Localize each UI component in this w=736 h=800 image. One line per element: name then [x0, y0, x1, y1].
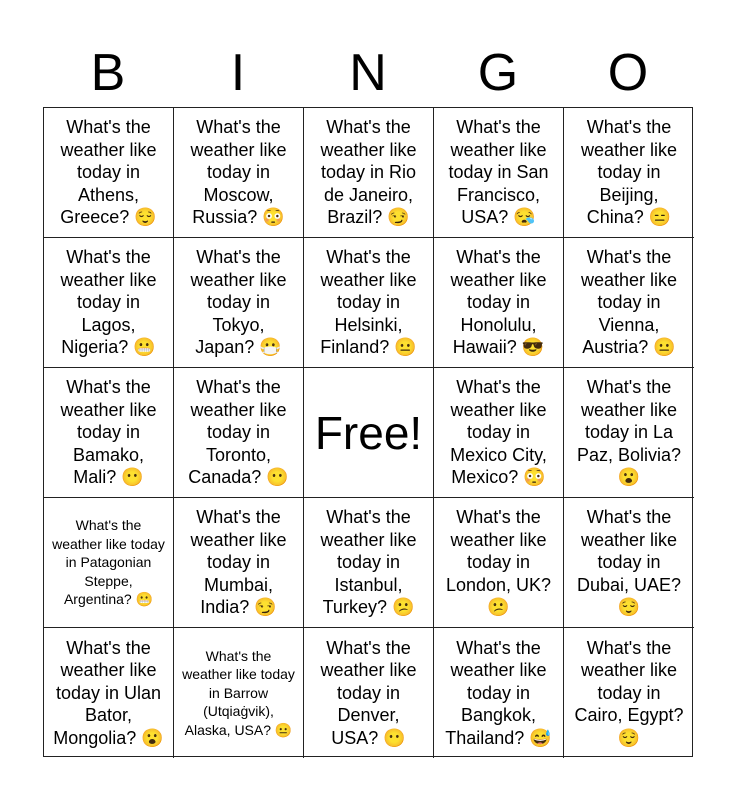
cell-text: What's the weather like today in Bamako, Mali? 😶 [60, 377, 157, 488]
bingo-cell-r1c2[interactable] [174, 108, 304, 238]
bingo-cell-r1c1[interactable] [44, 108, 174, 238]
bingo-board [43, 107, 693, 757]
bingo-cell-r2c2[interactable] [174, 238, 304, 368]
cell-text: What's the weather like today in Cairo, Egypt? 😌 [574, 637, 684, 748]
bingo-cell-r5c2[interactable] [174, 628, 304, 758]
bingo-cell-r2c1[interactable] [44, 238, 174, 368]
cell-text: What's the weather like today in Dubai, UAE? 😌 [576, 507, 682, 618]
free-space-label: Free! [314, 406, 423, 459]
bingo-cell-r2c5[interactable] [564, 238, 694, 368]
bingo-cell-r5c1[interactable] [44, 628, 174, 758]
bingo-cell-r5c5[interactable] [564, 628, 694, 758]
bingo-cell-r4c1[interactable] [44, 498, 174, 628]
cell-text: What's the weather like today in Mexico City, Mexico? 😳 [450, 377, 547, 488]
bingo-cell-r5c3[interactable] [304, 628, 434, 758]
cell-text: What's the weather like today in London, UK? 😕 [445, 507, 552, 618]
cell-text: What's the weather like today in Honolulu, Hawaii? 😎 [450, 247, 547, 358]
free-space-cell[interactable] [304, 368, 434, 498]
bingo-cell-r4c3[interactable] [304, 498, 434, 628]
bingo-cell-r3c1[interactable] [44, 368, 174, 498]
cell-text: What's the weather like today in Mumbai, India? 😏 [190, 507, 287, 618]
header-letter-g: G [477, 44, 519, 102]
header-letter-b: B [90, 44, 126, 102]
cell-text: What's the weather like today in Rio de Janeiro, Brazil? 😏 [320, 117, 417, 228]
cell-text: What's the weather like today in Tokyo, Japan? 😷 [190, 247, 287, 358]
cell-text: What's the weather like today in Istanbul, Turkey? 😕 [320, 507, 417, 618]
bingo-cell-r1c3[interactable] [304, 108, 434, 238]
bingo-cell-r2c4[interactable] [434, 238, 564, 368]
cell-text: What's the weather like today in Denver, USA? 😶 [320, 637, 417, 748]
cell-text: What's the weather like today in Toronto, Canada? 😶 [188, 377, 289, 488]
cell-text: What's the weather like today in Barrow (Utqiaġvik), Alaska, USA? 😐 [182, 647, 295, 738]
cell-text: What's the weather like today in Bangkok, Thailand? 😅 [445, 637, 552, 748]
cell-text: What's the weather like today in La Paz, Bolivia? 😮 [576, 377, 682, 488]
header-letter-o: O [607, 44, 649, 102]
cell-text: What's the weather like today in Beijing, China? 😑 [580, 117, 678, 228]
bingo-cell-r5c4[interactable] [434, 628, 564, 758]
header-letter-i: I [230, 44, 246, 102]
bingo-header [43, 38, 693, 108]
cell-text: What's the weather like today in Helsinki, Finland? 😐 [320, 247, 417, 358]
bingo-cell-r3c2[interactable] [174, 368, 304, 498]
bingo-cell-r3c4[interactable] [434, 368, 564, 498]
cell-text: What's the weather like today in Moscow, Russia? 😳 [190, 117, 287, 228]
header-letter-n: N [349, 44, 387, 102]
cell-text: What's the weather like today in San Francisco, USA? 😪 [448, 117, 549, 228]
bingo-cell-r4c2[interactable] [174, 498, 304, 628]
cell-text: What's the weather like today in Vienna, Austria? 😐 [580, 247, 678, 358]
cell-text: What's the weather like today in Lagos, Nigeria? 😬 [60, 247, 157, 358]
bingo-cell-r1c5[interactable] [564, 108, 694, 238]
cell-text: What's the weather like today in Ulan Bator, Mongolia? 😮 [53, 637, 164, 748]
bingo-cell-r3c5[interactable] [564, 368, 694, 498]
cell-text: What's the weather like today in Patagonian Steppe, Argentina? 😬 [52, 517, 165, 608]
bingo-cell-r1c4[interactable] [434, 108, 564, 238]
bingo-cell-r2c3[interactable] [304, 238, 434, 368]
cell-text: What's the weather like today in Athens, Greece? 😌 [60, 117, 157, 228]
bingo-cell-r4c4[interactable] [434, 498, 564, 628]
bingo-cell-r4c5[interactable] [564, 498, 694, 628]
